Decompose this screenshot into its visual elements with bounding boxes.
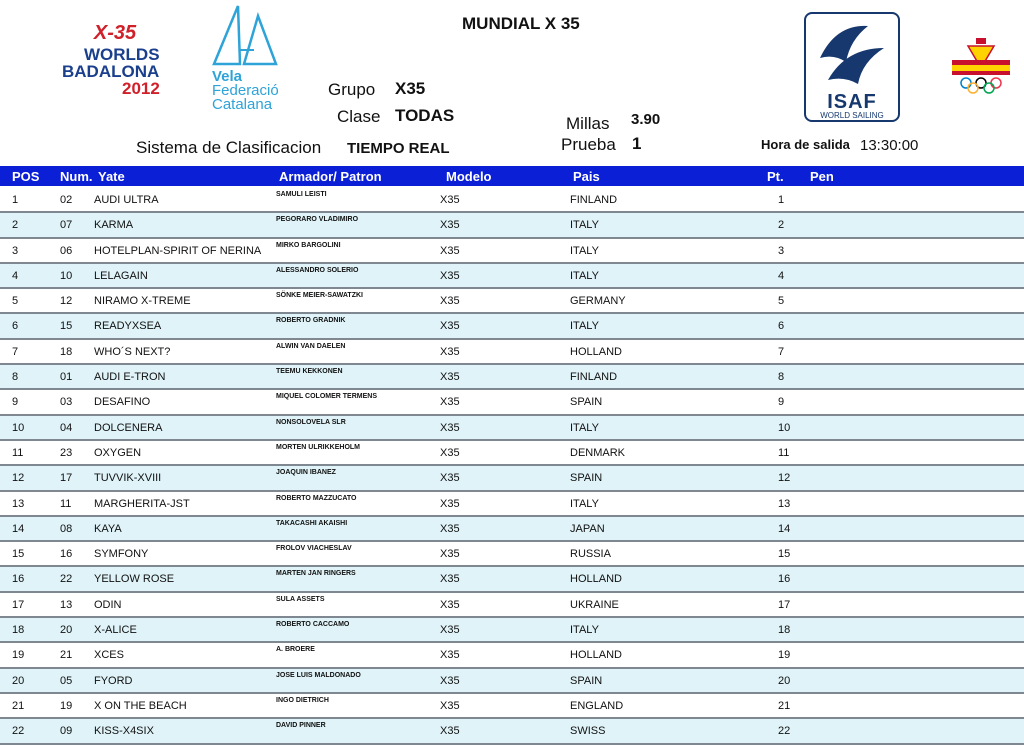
grupo-label: Grupo [328, 80, 376, 99]
isaf-logo [804, 12, 900, 122]
vela-line1: Vela [212, 68, 243, 85]
logo-x35-text: X-35 [93, 22, 137, 44]
cell-pais: RUSSIA [570, 548, 611, 561]
cell-pais: ITALY [570, 497, 599, 510]
cell-patron: SÖNKE MEIER-SAWATZKI [276, 292, 363, 300]
cell-pos: 1 [12, 194, 19, 206]
clase-label: Clase [337, 107, 381, 126]
col-pt: Pt. [767, 169, 784, 184]
cell-pos: 16 [12, 573, 25, 586]
cell-yate: OXYGEN [94, 446, 142, 459]
table-row [0, 213, 1024, 238]
cell-yate: MARGHERITA-JST [94, 497, 190, 510]
cell-pt: 6 [778, 320, 785, 333]
cell-num: 11 [60, 497, 72, 510]
cell-yate: X-ALICE [94, 624, 137, 637]
col-pen: Pen [810, 169, 834, 184]
cell-yate: YELLOW ROSE [94, 573, 175, 586]
cell-pais: ITALY [570, 219, 599, 232]
cell-pais: SPAIN [570, 396, 603, 409]
cell-pos: 19 [12, 649, 25, 662]
cell-patron: JOAQUIN IBANEZ [276, 469, 336, 477]
cell-pos: 9 [12, 396, 19, 409]
cell-patron: ROBERTO CACCAMO [276, 621, 350, 629]
table-row [0, 593, 1024, 618]
table-row [0, 542, 1024, 567]
grupo-value: X35 [395, 79, 426, 98]
cell-modelo: X35 [440, 345, 460, 358]
cell-yate: AUDI ULTRA [94, 194, 159, 206]
table-row [0, 365, 1024, 390]
cell-pt: 18 [778, 624, 791, 637]
cell-pt: 10 [778, 421, 791, 434]
cell-modelo: X35 [440, 674, 460, 687]
cell-pais: HOLLAND [570, 573, 622, 586]
cell-yate: DESAFINO [94, 396, 151, 409]
cell-num: 19 [60, 699, 73, 712]
cell-yate: KAYA [94, 522, 122, 535]
cell-modelo: X35 [440, 371, 460, 384]
cell-num: 13 [60, 598, 73, 611]
cell-pos: 10 [12, 421, 25, 434]
cell-modelo: X35 [440, 624, 460, 637]
cell-yate: READYXSEA [94, 320, 162, 333]
table-row [0, 719, 1024, 744]
logo-badalona-text: BADALONA [62, 62, 160, 81]
cell-modelo: X35 [440, 548, 460, 561]
cell-patron: MORTEN ULRIKKEHOLM [276, 443, 360, 451]
cell-pais: ITALY [570, 320, 599, 333]
vela-line3: Catalana [212, 96, 273, 113]
vela-federacio-logo [210, 4, 290, 119]
cell-pais: ITALY [570, 244, 599, 257]
cell-num: 23 [60, 446, 73, 459]
isaf-sails-icon [806, 18, 898, 92]
sistema-label: Sistema de Clasificacion [136, 138, 322, 157]
cell-yate: KARMA [94, 219, 134, 232]
cell-modelo: X35 [440, 649, 460, 662]
cell-yate: ODIN [94, 598, 122, 611]
cell-pos: 7 [12, 345, 19, 358]
cell-yate: LELAGAIN [94, 269, 148, 282]
logo-worlds-text: WORLDS [84, 45, 160, 64]
table-row [0, 239, 1024, 264]
table-row [0, 669, 1024, 694]
prueba-value: 1 [632, 134, 642, 153]
cell-pais: FINLAND [570, 371, 618, 384]
table-row [0, 466, 1024, 491]
cell-pais: DENMARK [570, 446, 626, 459]
cell-pais: FINLAND [570, 194, 618, 206]
cell-pais: HOLLAND [570, 649, 622, 662]
cell-patron: ROBERTO MAZZUCATO [276, 494, 357, 502]
vela-line2: Federació [212, 82, 279, 99]
col-modelo: Modelo [446, 169, 492, 184]
cell-pos: 3 [12, 244, 19, 257]
cell-modelo: X35 [440, 446, 460, 459]
cell-pt: 21 [778, 699, 791, 712]
cell-num: 12 [60, 295, 73, 308]
cell-pt: 8 [778, 371, 785, 384]
cell-num: 06 [60, 244, 73, 257]
cell-pos: 13 [12, 497, 25, 510]
cell-patron: FROLOV VIACHESLAV [276, 545, 352, 553]
cell-pt: 5 [778, 295, 785, 308]
cell-pais: GERMANY [570, 295, 626, 308]
cell-patron: NONSOLOVELA SLR [276, 418, 346, 426]
cell-pos: 8 [12, 371, 19, 384]
cell-pt: 16 [778, 573, 791, 586]
spanish-federation-logo [950, 38, 1012, 94]
cell-pt: 19 [778, 649, 791, 662]
cell-num: 05 [60, 674, 73, 687]
cell-patron: MARTEN JAN RINGERS [276, 570, 356, 578]
cell-modelo: X35 [440, 320, 460, 333]
cell-yate: NIRAMO X-TREME [94, 295, 191, 308]
cell-num: 21 [60, 649, 73, 662]
cell-yate: SYMFONY [94, 548, 149, 561]
cell-pos: 12 [12, 472, 25, 485]
col-pos: POS [12, 169, 40, 184]
cell-patron: SULA ASSETS [276, 595, 325, 603]
clase-value: TODAS [395, 106, 455, 125]
cell-pt: 3 [778, 244, 785, 257]
millas-value: 3.90 [631, 111, 661, 128]
hora-label: Hora de salida [761, 137, 850, 152]
cell-yate: FYORD [94, 674, 133, 687]
cell-patron: A. BROERE [276, 646, 315, 654]
cell-yate: WHO´S NEXT? [94, 345, 171, 358]
cell-modelo: X35 [440, 598, 460, 611]
page-title: MUNDIAL X 35 [462, 14, 580, 33]
worlds-badalona-logo [60, 22, 170, 102]
isaf-subtitle: WORLD SAILING [820, 111, 884, 120]
cell-pt: 7 [778, 345, 785, 358]
table-row [0, 567, 1024, 592]
cell-pt: 15 [778, 548, 791, 561]
cell-pais: UKRAINE [570, 598, 619, 611]
cell-pos: 20 [12, 674, 25, 687]
cell-pt: 1 [778, 194, 785, 206]
sail-icon [210, 4, 280, 66]
cell-pt: 11 [778, 446, 790, 459]
cell-patron: MIRKO BARGOLINI [276, 241, 341, 249]
cell-patron: TAKACASHI AKAISHI [276, 519, 348, 527]
cell-yate: X ON THE BEACH [94, 699, 187, 712]
cell-num: 09 [60, 725, 73, 738]
cell-yate: HOTELPLAN-SPIRIT OF NERINA [94, 244, 262, 257]
cell-yate: DOLCENERA [94, 421, 163, 434]
cell-yate: XCES [94, 649, 124, 662]
table-row [0, 441, 1024, 466]
table-row [0, 694, 1024, 719]
cell-yate: KISS-X4SIX [94, 725, 154, 738]
cell-num: 02 [60, 194, 73, 206]
cell-pais: SPAIN [570, 472, 603, 485]
col-pais: Pais [573, 169, 600, 184]
table-row [0, 188, 1024, 213]
cell-num: 08 [60, 522, 73, 535]
cell-patron: ROBERTO GRADNIK [276, 317, 346, 325]
crown-olympic-rings-icon [950, 38, 1012, 94]
cell-modelo: X35 [440, 194, 460, 206]
cell-modelo: X35 [440, 522, 460, 535]
table-row [0, 492, 1024, 517]
cell-patron: JOSE LUIS MALDONADO [276, 671, 361, 679]
col-yate: Yate [98, 169, 125, 184]
cell-num: 04 [60, 421, 73, 434]
cell-modelo: X35 [440, 725, 460, 738]
millas-label: Millas [566, 114, 610, 133]
table-row [0, 289, 1024, 314]
cell-num: 03 [60, 396, 73, 409]
cell-pos: 4 [12, 269, 19, 282]
cell-patron: TEEMU KEKKONEN [276, 368, 343, 376]
results-table-header [0, 166, 1024, 186]
cell-pais: SWISS [570, 725, 606, 738]
cell-modelo: X35 [440, 396, 460, 409]
cell-pais: SPAIN [570, 674, 603, 687]
table-row [0, 618, 1024, 643]
cell-patron: ALESSANDRO SOLERIO [276, 266, 359, 274]
logo-year-text: 2012 [122, 79, 160, 98]
isaf-name: ISAF [827, 91, 877, 113]
cell-modelo: X35 [440, 497, 460, 510]
cell-pt: 9 [778, 396, 785, 409]
cell-num: 22 [60, 573, 73, 586]
cell-pos: 18 [12, 624, 25, 637]
cell-pos: 5 [12, 295, 19, 308]
table-row [0, 517, 1024, 542]
cell-patron: DAVID PINNER [276, 722, 326, 730]
col-patron: Armador/ Patron [279, 169, 382, 184]
hora-value: 13:30:00 [860, 137, 919, 154]
cell-modelo: X35 [440, 421, 460, 434]
cell-pos: 17 [12, 598, 25, 611]
cell-num: 17 [60, 472, 73, 485]
cell-modelo: X35 [440, 295, 460, 308]
col-num: Num. [60, 169, 93, 184]
cell-pt: 22 [778, 725, 791, 738]
cell-patron: PEGORARO VLADIMIRO [276, 216, 359, 224]
cell-modelo: X35 [440, 472, 460, 485]
cell-pt: 12 [778, 472, 791, 485]
cell-pt: 2 [778, 219, 785, 232]
table-row [0, 314, 1024, 339]
cell-pais: ITALY [570, 269, 599, 282]
cell-patron: INGO DIETRICH [276, 696, 329, 704]
cell-num: 20 [60, 624, 73, 637]
cell-pos: 15 [12, 548, 25, 561]
cell-pt: 4 [778, 269, 785, 282]
cell-modelo: X35 [440, 269, 460, 282]
results-table-body [0, 188, 1024, 745]
cell-num: 10 [60, 269, 73, 282]
table-row [0, 416, 1024, 441]
cell-yate: TUVVIK-XVIII [94, 472, 162, 485]
cell-pt: 14 [778, 522, 791, 535]
cell-pais: HOLLAND [570, 345, 622, 358]
cell-pais: JAPAN [570, 522, 605, 535]
cell-pos: 11 [12, 446, 24, 459]
cell-num: 01 [60, 371, 73, 384]
cell-num: 16 [60, 548, 73, 561]
cell-pos: 14 [12, 522, 25, 535]
cell-num: 07 [60, 219, 73, 232]
cell-pos: 22 [12, 725, 25, 738]
cell-modelo: X35 [440, 699, 460, 712]
prueba-label: Prueba [561, 135, 616, 154]
cell-modelo: X35 [440, 573, 460, 586]
cell-modelo: X35 [440, 244, 460, 257]
cell-pais: ITALY [570, 624, 599, 637]
table-row [0, 340, 1024, 365]
sistema-value: TIEMPO REAL [347, 140, 450, 157]
cell-pos: 2 [12, 219, 19, 232]
cell-patron: SAMULI LEISTI [276, 191, 327, 198]
cell-pais: ENGLAND [570, 699, 624, 712]
cell-num: 15 [60, 320, 73, 333]
cell-pos: 21 [12, 699, 25, 712]
cell-pt: 17 [778, 598, 791, 611]
cell-patron: MIQUEL COLOMER TERMENS [276, 393, 377, 401]
cell-num: 18 [60, 345, 73, 358]
cell-patron: ALWIN VAN DAELEN [276, 342, 346, 350]
cell-yate: AUDI E-TRON [94, 371, 166, 384]
cell-pais: ITALY [570, 421, 599, 434]
table-row [0, 264, 1024, 289]
cell-pt: 13 [778, 497, 791, 510]
cell-pt: 20 [778, 674, 791, 687]
table-row [0, 643, 1024, 668]
cell-pos: 6 [12, 320, 19, 333]
table-row [0, 390, 1024, 415]
cell-modelo: X35 [440, 219, 460, 232]
